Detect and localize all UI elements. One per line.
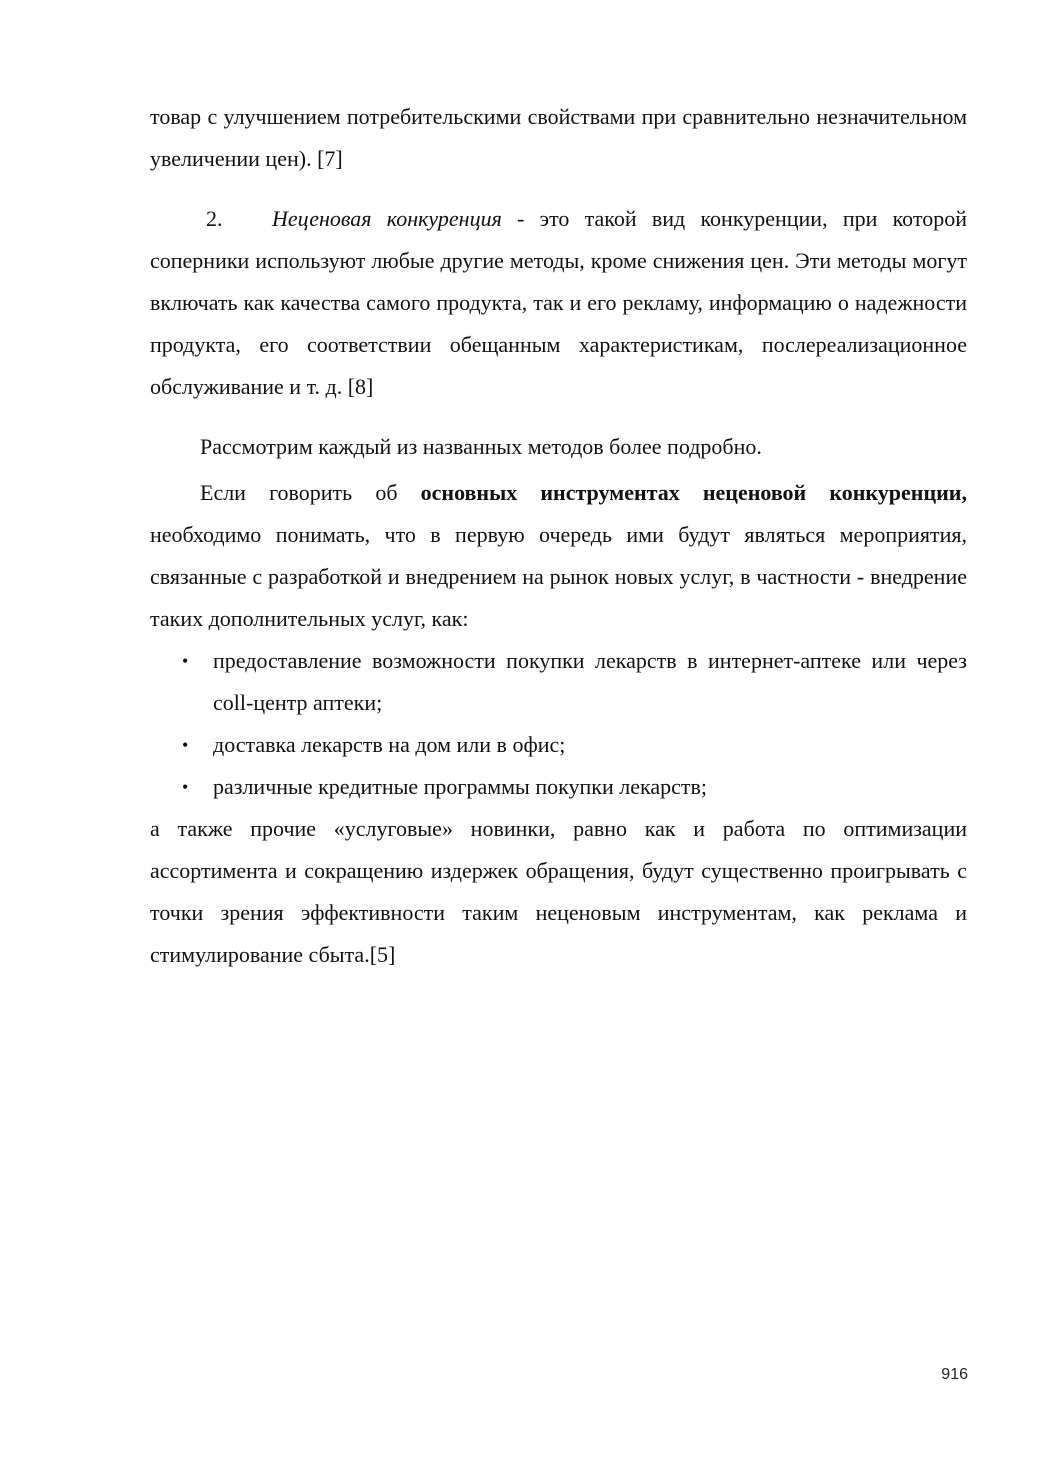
list-number: 2. (206, 206, 223, 231)
list-item (150, 724, 967, 766)
page-number: 916 (941, 1366, 968, 1383)
bullet-icon: • (182, 651, 189, 671)
paragraph-main-instruments-lead: Если говорить об (200, 480, 421, 505)
paragraph-main-instruments (150, 472, 967, 640)
paragraph-non-price-competition (150, 198, 967, 408)
list-item-text: доставка лекарств на дом или в офис; (213, 732, 566, 757)
document-page (150, 96, 967, 976)
term-non-price-competition: Неценовая конкуренция (272, 206, 502, 231)
services-bullet-list (150, 640, 967, 808)
paragraph-consider-methods: Рассмотрим каждый из названных методов более подробно. (200, 434, 762, 459)
bullet-icon: • (182, 735, 189, 755)
bullet-icon: • (182, 777, 189, 797)
paragraph-non-price-text: - это такой вид конкуренции, при которой соперники используют любые другие методы, кроме снижения цен. Эти методы могут включать как качества самого продукта, так и его рекламу, информацию о надежности продукта, его соответствии обещанным характеристикам, послереализационное обслуживание и т. д. [8] (150, 206, 967, 399)
list-item-text: предоставление возможности покупки лекарств в интернет-аптеке или через coll-центр аптеки; (213, 648, 967, 715)
bold-main-instruments: основных инструментах неценовой конкуренции, (420, 480, 967, 505)
list-item-text: различные кредитные программы покупки лекарств; (213, 774, 707, 799)
list-item (150, 640, 967, 724)
paragraph-conclusion: а также прочие «услуговые» новинки, равно как и работа по оптимизации ассортимента и сокращению издержек обращения, будут существенно проигрывать с точки зрения эффективности таким неценовым инструментам, как реклама и стимулирование сбыта.[5] (150, 816, 967, 967)
paragraph-main-instruments-text: необходимо понимать, что в первую очередь ими будут являться мероприятия, связанные с разработкой и внедрением на рынок новых услуг, в частности - внедрение таких дополнительных услуг, как: (150, 522, 967, 631)
list-item (150, 766, 967, 808)
paragraph-intro: товар с улучшением потребительскими свойствами при сравнительно незначительном увеличении цен). [7] (150, 104, 967, 171)
